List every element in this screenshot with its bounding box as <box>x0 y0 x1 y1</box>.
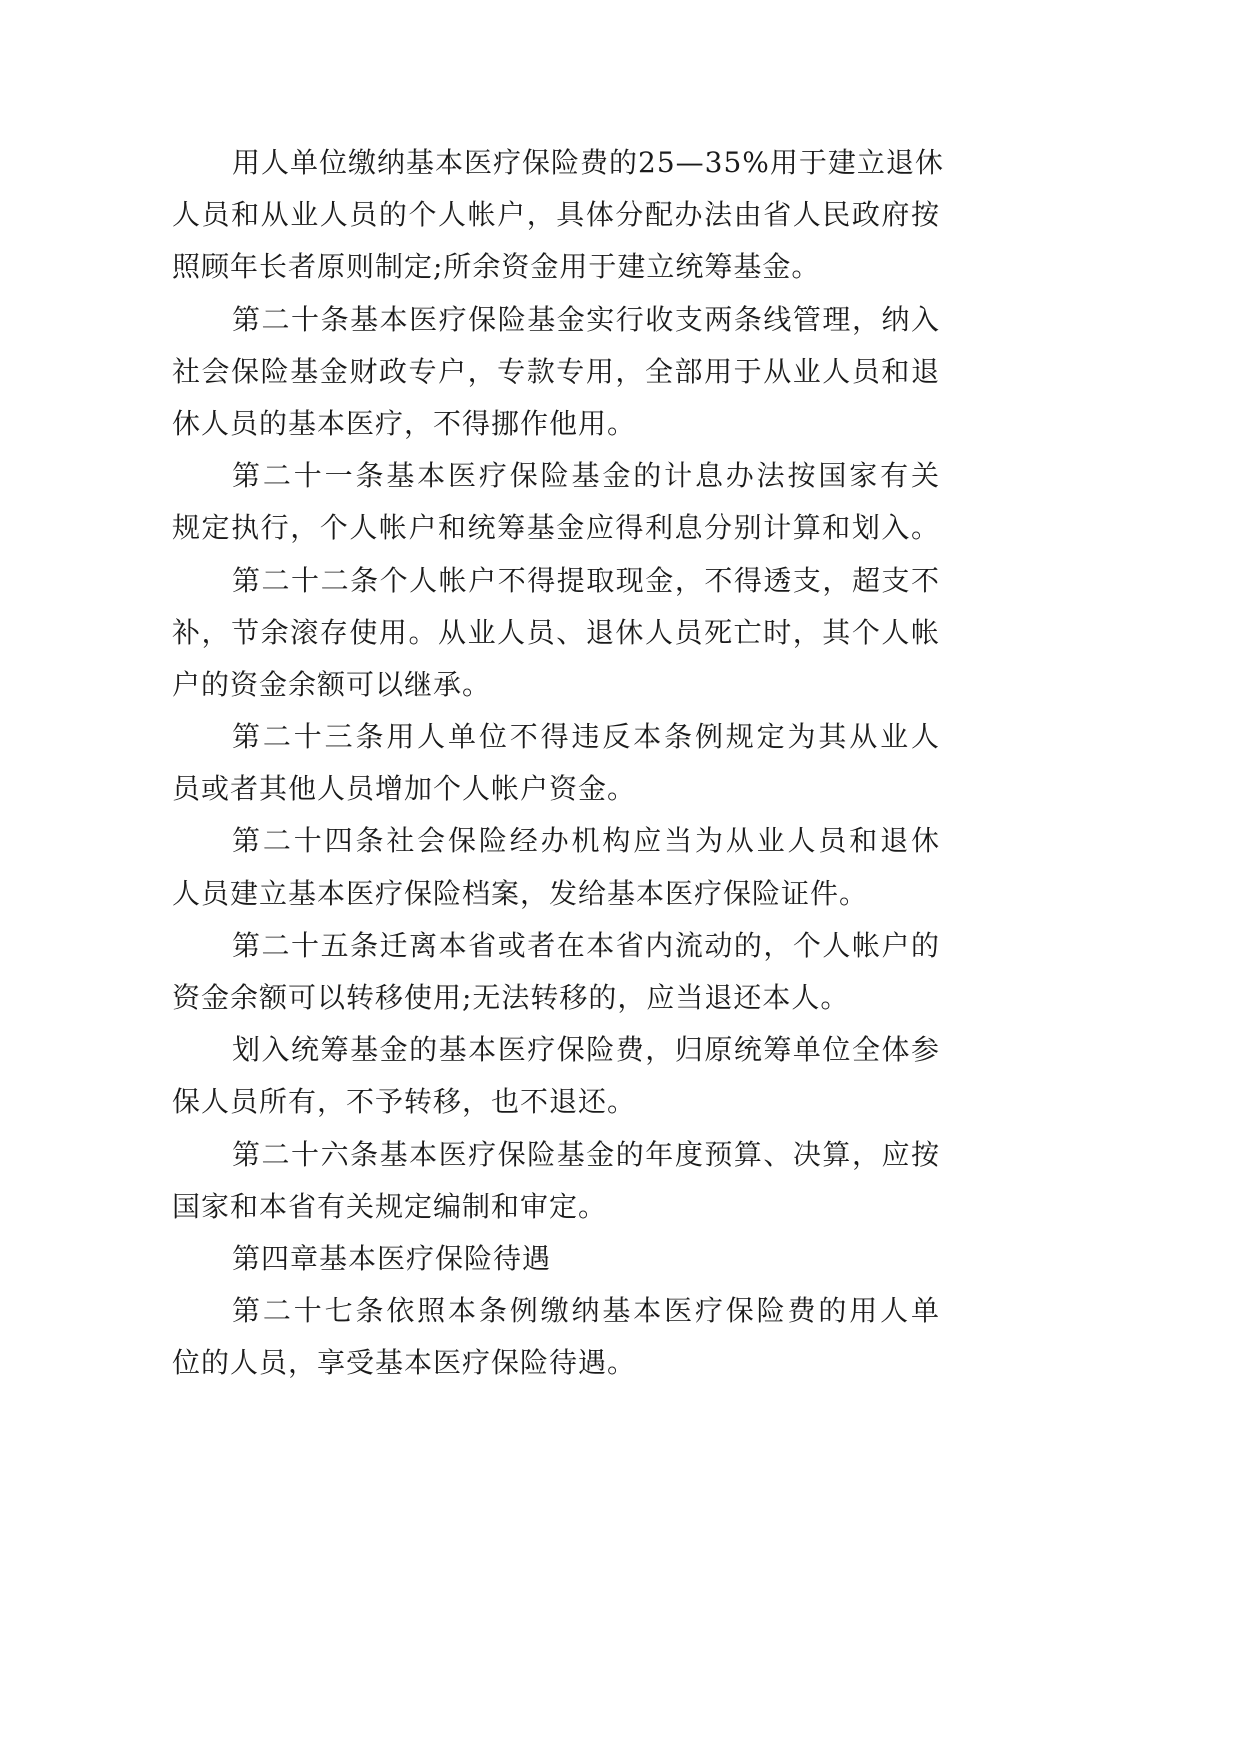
paragraph-line: 第二十二条个人帐户不得提取现金，不得透支，超支不 <box>232 563 940 597</box>
paragraph-line: 第二十五条迁离本省或者在本省内流动的，个人帐户的 <box>232 928 940 962</box>
paragraph-line: 照顾年长者原则制定;所余资金用于建立统筹基金。 <box>172 250 821 284</box>
paragraph-line: 人员和从业人员的个人帐户，具体分配办法由省人民政府按 <box>172 198 940 232</box>
article-23 <box>172 711 940 815</box>
document-body <box>172 137 944 1390</box>
article-20 <box>172 294 940 451</box>
paragraph-line: 户的资金余额可以继承。 <box>172 667 492 701</box>
chapter-title: 第四章基本医疗保险待遇 <box>232 1241 552 1275</box>
article-26 <box>172 1129 940 1233</box>
article-22 <box>172 555 940 712</box>
paragraph-line: 第二十三条用人单位不得违反本条例规定为其从业人 <box>232 720 940 754</box>
paragraph-line: 规定执行，个人帐户和统筹基金应得利息分别计算和划入。 <box>172 511 940 545</box>
paragraph-line: 国家和本省有关规定编制和审定。 <box>172 1189 608 1223</box>
article-24 <box>172 815 940 919</box>
chapter-heading <box>172 1233 940 1285</box>
paragraph-line: 用人单位缴纳基本医疗保险费的25—35%用于建立退休 <box>232 146 944 179</box>
article-21 <box>172 450 940 554</box>
paragraph-line: 补，节余滚存使用。从业人员、退休人员死亡时，其个人帐 <box>172 615 940 649</box>
paragraph-line: 休人员的基本医疗，不得挪作他用。 <box>172 406 637 440</box>
paragraph-employer-contribution <box>172 137 944 294</box>
paragraph-line: 第二十一条基本医疗保险基金的计息办法按国家有关 <box>232 459 940 493</box>
paragraph-line: 位的人员，享受基本医疗保险待遇。 <box>172 1346 637 1380</box>
paragraph-line: 人员建立基本医疗保险档案，发给基本医疗保险证件。 <box>172 876 869 910</box>
paragraph-line: 划入统筹基金的基本医疗保险费，归原统筹单位全体参 <box>232 1033 940 1067</box>
paragraph-line: 第二十条基本医疗保险基金实行收支两条线管理，纳入 <box>232 302 940 336</box>
paragraph-line: 资金余额可以转移使用;无法转移的，应当退还本人。 <box>172 981 850 1014</box>
paragraph-line: 社会保险基金财政专户，专款专用，全部用于从业人员和退 <box>172 354 940 388</box>
paragraph-line: 员或者其他人员增加个人帐户资金。 <box>172 772 637 806</box>
paragraph-line: 第二十七条依照本条例缴纳基本医疗保险费的用人单 <box>232 1294 940 1328</box>
article-25 <box>172 920 940 1024</box>
article-27 <box>172 1285 940 1389</box>
paragraph-pooled-fund <box>172 1024 940 1128</box>
paragraph-line: 第二十六条基本医疗保险基金的年度预算、决算，应按 <box>232 1137 940 1171</box>
paragraph-line: 保人员所有，不予转移，也不退还。 <box>172 1085 637 1119</box>
paragraph-line: 第二十四条社会保险经办机构应当为从业人员和退休 <box>232 824 940 858</box>
